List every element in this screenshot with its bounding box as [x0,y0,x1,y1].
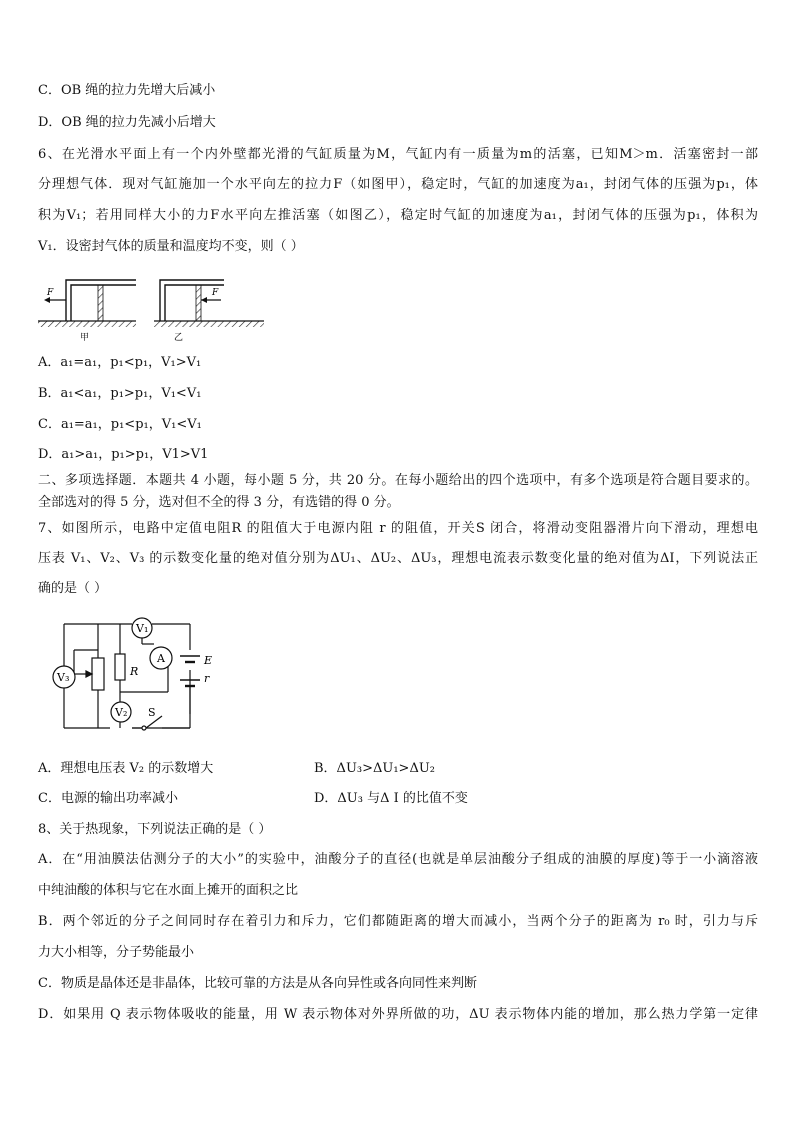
label-yi: 乙 [174,333,184,343]
q5-option-c: C．OB 绳的拉力先增大后减小 [38,83,216,98]
ammeter-a: A [157,652,165,665]
q6-stem-line-1: 6、在光滑水平面上有一个内外壁都光滑的气缸质量为M，气缸内有一质量为m的活塞，已知M＞m．活塞密封一部 [38,147,758,162]
q8-stem: 8、关于热现象，下列说法正确的是（ ） [38,822,272,837]
q7-option-c: C．电源的输出功率减小 [38,791,178,806]
q7-stem-line-3: 确的是（ ） [38,581,108,596]
force-label-right: F [212,288,219,298]
q7-stem-line-1: 7、如图所示，电路中定值电阻R 的阻值大于电源内阻 r 的阻值，开关S 闭合，将滑动变阻器滑片向下滑动，理想电 [38,521,758,536]
section2-heading-line-2: 全部选对的得 5 分，选对但不全的得 3 分，有选错的得 0 分。 [38,495,400,510]
q5-option-d: D．OB 绳的拉力先减小后增大 [38,115,216,130]
q6-stem-line-3: 积为V₁；若用同样大小的力F水平向左推活塞（如图乙），稳定时气缸的加速度为a₁，封闭气体的压强为p₁，体积为 [38,208,758,223]
emf-label: E [204,654,213,667]
q6-cylinder-figure [36,268,276,344]
voltmeter-v2: V₂ [115,706,128,719]
q7-option-b: B．ΔU₃>ΔU₁>ΔU₂ [314,761,436,776]
q8-option-b-line-2: 力大小相等，分子势能最小 [38,945,195,960]
q8-option-a-line-2: 中纯油酸的体积与它在水面上摊开的面积之比 [38,883,299,898]
voltmeter-v1: V₁ [136,622,149,635]
section2-heading-line-1: 二、多项选择题．本题共 4 小题，每小题 5 分，共 20 分。在每小题给出的四个选项中，有多个选项是符合题目要求的。 [38,473,758,488]
cylinder-right [154,280,264,343]
q6-stem-line-4: V₁．设密封气体的质量和温度均不变，则（ ） [38,239,304,254]
q8-option-b-line-1: B．两个邻近的分子之间同时存在着引力和斥力，它们都随距离的增大而减小，当两个分子的距离为 r₀ 时，引力与斥 [38,914,758,929]
label-jia: 甲 [80,333,90,343]
resistor-label: R [130,665,139,678]
internal-resistance-label: r [204,672,210,685]
q8-option-d-line-1: D．如果用 Q 表示物体吸收的能量，用 W 表示物体对外界所做的功，ΔU 表示物体内能的增加，那么热力学第一定律 [38,1007,758,1022]
q7-circuit-diagram [44,612,234,740]
q6-option-c: C．a₁=a₁，p₁<p₁，V₁<V₁ [38,417,202,432]
force-label-left: F [47,288,54,298]
voltmeter-v3: V₃ [57,671,70,684]
q6-option-d: D．a₁>a₁，p₁>p₁，V1>V1 [38,447,209,462]
q6-stem-line-2: 分理想气体．现对气缸施加一个水平向左的拉力F（如图甲），稳定时，气缸的加速度为a₁，封闭气体的压强为p₁，体 [38,177,758,192]
q8-option-a-line-1: A．在“用油膜法估测分子的大小”的实验中，油酸分子的直径(也就是单层油酸分子组成的油膜的厚度)等于一小滴溶液 [38,852,758,867]
q7-option-a: A．理想电压表 V₂ 的示数增大 [38,761,214,776]
cylinder-left [38,280,136,343]
switch-label: S [148,706,156,719]
q6-option-b: B．a₁<a₁，p₁>p₁，V₁<V₁ [38,386,202,401]
q7-option-d: D．ΔU₃ 与Δ I 的比值不变 [314,791,468,806]
q8-option-c: C．物质是晶体还是非晶体，比较可靠的方法是从各向异性或各向同性来判断 [38,976,477,991]
q7-stem-line-2: 压表 V₁、V₂、V₃ 的示数变化量的绝对值分别为ΔU₁、ΔU₂、ΔU₃，理想电流表示数变化量的绝对值为ΔI，下列说法正 [38,551,758,566]
q6-option-a: A．a₁=a₁，p₁<p₁，V₁>V₁ [38,355,202,370]
